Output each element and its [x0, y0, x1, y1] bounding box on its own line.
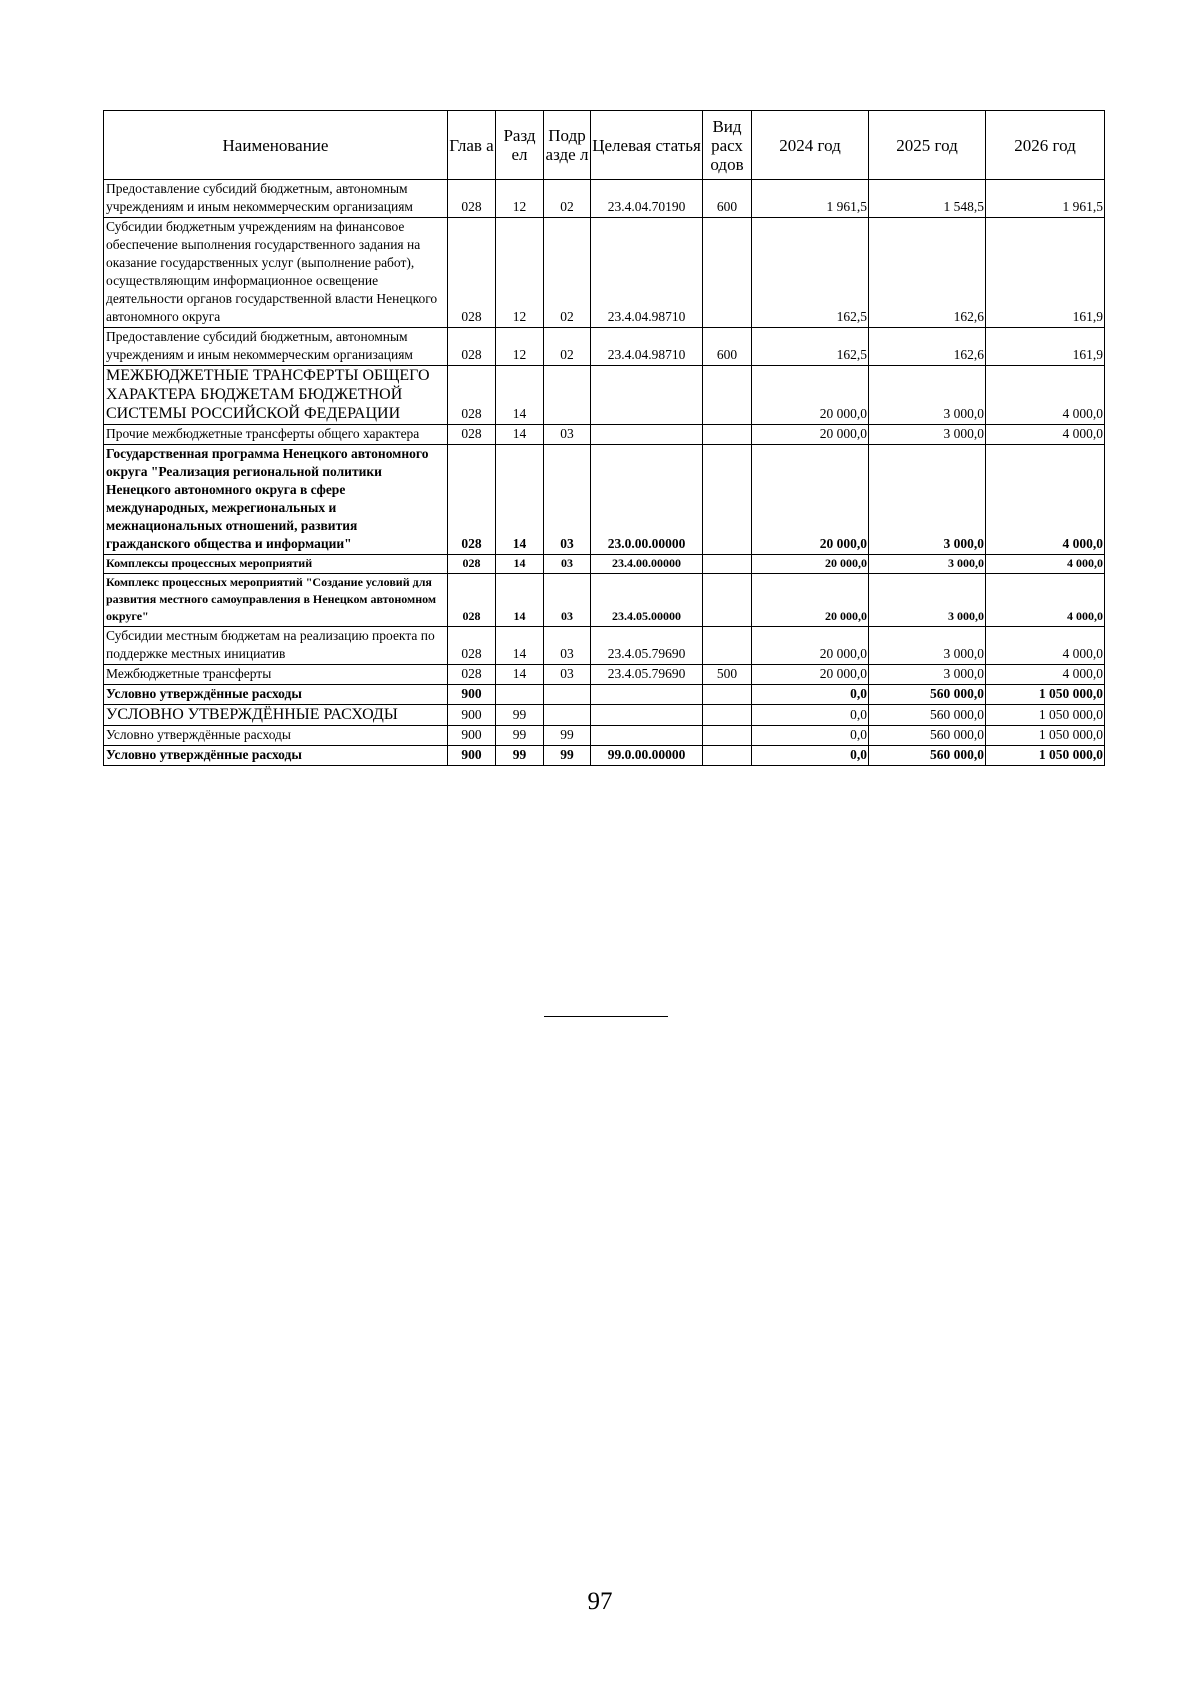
- table-row: [104, 665, 1105, 685]
- cell-name: Субсидии местным бюджетам на реализацию проекта по поддержке местных инициатив: [104, 627, 448, 665]
- cell-chapter: 028: [448, 445, 496, 555]
- cell-2026: 4 000,0: [986, 555, 1105, 574]
- cell-2025: 162,6: [869, 328, 986, 366]
- col-header-2025: 2025 год: [869, 111, 986, 180]
- col-header-section: Разд ел: [496, 111, 544, 180]
- cell-2025: 560 000,0: [869, 705, 986, 726]
- cell-2025: 560 000,0: [869, 685, 986, 705]
- cell-2025: 3 000,0: [869, 555, 986, 574]
- cell-target-article: 23.4.04.98710: [591, 328, 703, 366]
- cell-name: Прочие межбюджетные трансферты общего характера: [104, 425, 448, 445]
- cell-2026: 1 050 000,0: [986, 726, 1105, 746]
- cell-expense-type: [703, 726, 752, 746]
- cell-section: 12: [496, 218, 544, 328]
- cell-2026: 4 000,0: [986, 425, 1105, 445]
- cell-2025: 3 000,0: [869, 574, 986, 627]
- cell-chapter: 028: [448, 627, 496, 665]
- cell-expense-type: [703, 705, 752, 726]
- cell-expense-type: [703, 685, 752, 705]
- cell-chapter: 028: [448, 180, 496, 218]
- table-row: [104, 555, 1105, 574]
- cell-expense-type: [703, 425, 752, 445]
- cell-target-article: 23.0.00.00000: [591, 445, 703, 555]
- cell-chapter: 028: [448, 366, 496, 425]
- cell-2025: 3 000,0: [869, 627, 986, 665]
- cell-subsection: 03: [544, 574, 591, 627]
- cell-chapter: 028: [448, 425, 496, 445]
- cell-name: Условно утверждённые расходы: [104, 726, 448, 746]
- table-row: [104, 705, 1105, 726]
- cell-subsection: 99: [544, 746, 591, 766]
- cell-target-article: 99.0.00.00000: [591, 746, 703, 766]
- cell-expense-type: 600: [703, 180, 752, 218]
- cell-2025: 1 548,5: [869, 180, 986, 218]
- table-row: [104, 574, 1105, 627]
- cell-subsection: 03: [544, 627, 591, 665]
- cell-section: 14: [496, 665, 544, 685]
- cell-section: 99: [496, 726, 544, 746]
- cell-chapter: 900: [448, 746, 496, 766]
- col-header-name: Наименование: [104, 111, 448, 180]
- cell-subsection: 02: [544, 218, 591, 328]
- cell-subsection: 03: [544, 445, 591, 555]
- cell-2025: 560 000,0: [869, 726, 986, 746]
- col-header-target-article: Целевая статья: [591, 111, 703, 180]
- cell-target-article: 23.4.00.00000: [591, 555, 703, 574]
- cell-2026: 4 000,0: [986, 574, 1105, 627]
- cell-target-article: [591, 425, 703, 445]
- cell-subsection: [544, 366, 591, 425]
- cell-name: Условно утверждённые расходы: [104, 685, 448, 705]
- col-header-subsection: Подр азде л: [544, 111, 591, 180]
- table-row: [104, 328, 1105, 366]
- cell-2026: 4 000,0: [986, 627, 1105, 665]
- cell-chapter: 028: [448, 328, 496, 366]
- cell-section: 99: [496, 705, 544, 726]
- cell-2024: 162,5: [752, 218, 869, 328]
- cell-subsection: 03: [544, 665, 591, 685]
- cell-2024: 0,0: [752, 705, 869, 726]
- cell-target-article: [591, 726, 703, 746]
- cell-2026: 161,9: [986, 218, 1105, 328]
- cell-name: Предоставление субсидий бюджетным, автономным учреждениям и иным некоммерческим организациям: [104, 180, 448, 218]
- cell-chapter: 900: [448, 685, 496, 705]
- cell-2025: 560 000,0: [869, 746, 986, 766]
- cell-2025: 3 000,0: [869, 366, 986, 425]
- cell-subsection: [544, 705, 591, 726]
- cell-2024: 20 000,0: [752, 445, 869, 555]
- col-header-chapter: Глав а: [448, 111, 496, 180]
- cell-target-article: [591, 705, 703, 726]
- table-row: [104, 627, 1105, 665]
- cell-target-article: 23.4.05.79690: [591, 665, 703, 685]
- cell-2025: 3 000,0: [869, 425, 986, 445]
- cell-target-article: 23.4.04.98710: [591, 218, 703, 328]
- cell-subsection: 02: [544, 180, 591, 218]
- cell-2026: 1 050 000,0: [986, 746, 1105, 766]
- cell-expense-type: [703, 366, 752, 425]
- cell-target-article: 23.4.05.00000: [591, 574, 703, 627]
- cell-2024: 0,0: [752, 746, 869, 766]
- cell-section: 14: [496, 555, 544, 574]
- cell-2024: 20 000,0: [752, 574, 869, 627]
- table-row: [104, 425, 1105, 445]
- cell-2024: 20 000,0: [752, 627, 869, 665]
- table-row: [104, 445, 1105, 555]
- cell-expense-type: 500: [703, 665, 752, 685]
- cell-chapter: 028: [448, 218, 496, 328]
- cell-expense-type: [703, 746, 752, 766]
- cell-2024: 20 000,0: [752, 366, 869, 425]
- cell-expense-type: 600: [703, 328, 752, 366]
- table-row: [104, 218, 1105, 328]
- cell-target-article: 23.4.05.79690: [591, 627, 703, 665]
- budget-table: [103, 110, 1105, 766]
- cell-2026: 4 000,0: [986, 665, 1105, 685]
- cell-subsection: [544, 685, 591, 705]
- cell-expense-type: [703, 555, 752, 574]
- col-header-expense-type: Вид расх одов: [703, 111, 752, 180]
- cell-2026: 4 000,0: [986, 445, 1105, 555]
- cell-2026: 161,9: [986, 328, 1105, 366]
- cell-name: Межбюджетные трансферты: [104, 665, 448, 685]
- cell-section: 14: [496, 445, 544, 555]
- cell-expense-type: [703, 574, 752, 627]
- table-row: [104, 746, 1105, 766]
- table-row: [104, 366, 1105, 425]
- cell-subsection: 99: [544, 726, 591, 746]
- cell-name: МЕЖБЮДЖЕТНЫЕ ТРАНСФЕРТЫ ОБЩЕГО ХАРАКТЕРА БЮДЖЕТАМ БЮДЖЕТНОЙ СИСТЕМЫ РОССИЙСКОЙ ФЕДЕРАЦИИ: [104, 366, 448, 425]
- table-row: [104, 180, 1105, 218]
- cell-target-article: [591, 685, 703, 705]
- cell-2026: 1 961,5: [986, 180, 1105, 218]
- cell-2024: 0,0: [752, 726, 869, 746]
- cell-subsection: 03: [544, 425, 591, 445]
- cell-2024: 20 000,0: [752, 425, 869, 445]
- col-header-2024: 2024 год: [752, 111, 869, 180]
- cell-name: Комплекс процессных мероприятий "Создание условий для развития местного самоуправления в Ненецком автономном округе": [104, 574, 448, 627]
- cell-section: 12: [496, 328, 544, 366]
- cell-name: Государственная программа Ненецкого автономного округа "Реализация региональной политики Ненецкого автономного округа в сфере международных, межрегиональных и межнациональных отношений, развития гражданского общества и информации": [104, 445, 448, 555]
- cell-name: УСЛОВНО УТВЕРЖДЁННЫЕ РАСХОДЫ: [104, 705, 448, 726]
- cell-expense-type: [703, 445, 752, 555]
- cell-expense-type: [703, 218, 752, 328]
- cell-section: [496, 685, 544, 705]
- cell-target-article: 23.4.04.70190: [591, 180, 703, 218]
- cell-section: 14: [496, 366, 544, 425]
- cell-2024: 20 000,0: [752, 665, 869, 685]
- cell-target-article: [591, 366, 703, 425]
- cell-2026: 4 000,0: [986, 366, 1105, 425]
- cell-name: Предоставление субсидий бюджетным, автономным учреждениям и иным некоммерческим организациям: [104, 328, 448, 366]
- cell-section: 14: [496, 425, 544, 445]
- cell-2024: 1 961,5: [752, 180, 869, 218]
- cell-section: 99: [496, 746, 544, 766]
- cell-2026: 1 050 000,0: [986, 705, 1105, 726]
- page-number: 97: [587, 1588, 613, 1615]
- cell-chapter: 900: [448, 705, 496, 726]
- cell-expense-type: [703, 627, 752, 665]
- cell-2024: 20 000,0: [752, 555, 869, 574]
- cell-subsection: 02: [544, 328, 591, 366]
- cell-2026: 1 050 000,0: [986, 685, 1105, 705]
- cell-chapter: 028: [448, 665, 496, 685]
- cell-2024: 0,0: [752, 685, 869, 705]
- cell-2024: 162,5: [752, 328, 869, 366]
- cell-name: Комплексы процессных мероприятий: [104, 555, 448, 574]
- cell-chapter: 900: [448, 726, 496, 746]
- table-row: [104, 685, 1105, 705]
- cell-section: 14: [496, 574, 544, 627]
- cell-2025: 162,6: [869, 218, 986, 328]
- cell-chapter: 028: [448, 574, 496, 627]
- cell-name: Субсидии бюджетным учреждениям на финансовое обеспечение выполнения государственного задания на оказание государственных услуг (выполнение работ), осуществляющим информационное освещение деятельности органов государственной власти Ненецкого автономного округа: [104, 218, 448, 328]
- cell-2025: 3 000,0: [869, 665, 986, 685]
- cell-section: 14: [496, 627, 544, 665]
- cell-chapter: 028: [448, 555, 496, 574]
- cell-section: 12: [496, 180, 544, 218]
- cell-subsection: 03: [544, 555, 591, 574]
- footer-divider: [544, 1016, 668, 1017]
- cell-name: Условно утверждённые расходы: [104, 746, 448, 766]
- header-row: [104, 111, 1105, 180]
- cell-2025: 3 000,0: [869, 445, 986, 555]
- col-header-2026: 2026 год: [986, 111, 1105, 180]
- table-row: [104, 726, 1105, 746]
